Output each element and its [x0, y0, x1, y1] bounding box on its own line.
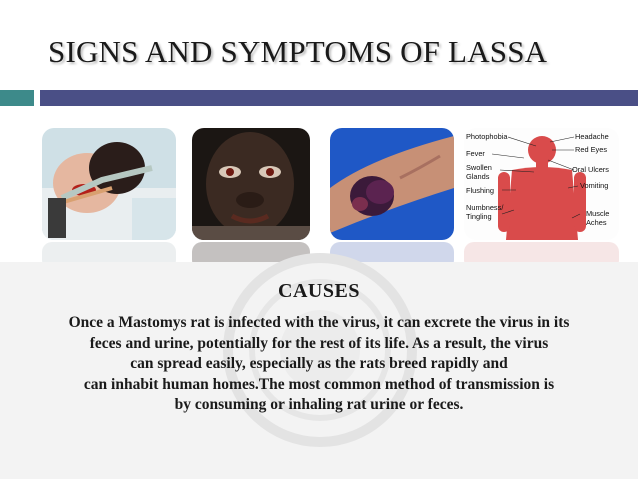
causes-body-line: can inhabit human homes.The most common method of transmission is — [83, 375, 555, 393]
patient-photo-infant — [42, 128, 176, 240]
symptom-label-glands: Glands — [466, 172, 490, 181]
symptom-label-muscle: Muscle — [586, 209, 610, 218]
accent-bar-teal — [0, 90, 34, 106]
patient-photo-face — [192, 128, 310, 240]
slide-title: SIGNS AND SYMPTOMS OF LASSA — [48, 34, 548, 69]
causes-heading: CAUSES — [278, 280, 360, 302]
symptom-label-headache: Headache — [575, 132, 609, 141]
causes-body-line: feces and urine, potentially for the rest of its life. As a result, the virus — [89, 334, 549, 352]
causes-body-line: can spread easily, especially as the rats breed rapidly and — [130, 355, 508, 372]
symptom-label-tingling: Tingling — [466, 212, 492, 221]
causes-body-line: Once a Mastomys rat is infected with the virus, it can excrete the virus in its — [68, 314, 570, 331]
symptom-label-numbness: Numbness/ — [466, 203, 504, 212]
symptom-label-fever: Fever — [466, 149, 485, 158]
symptom-label-red-eyes: Red Eyes — [575, 145, 608, 154]
patient-photo-arm-bruise — [330, 128, 454, 240]
symptom-label-vomiting: Vomiting — [580, 181, 609, 190]
causes-body — [0, 313, 638, 416]
symptom-label-swollen: Swollen — [466, 163, 492, 172]
accent-bar-navy — [40, 90, 638, 106]
symptom-label-flushing: Flushing — [466, 186, 494, 195]
symptom-label-aches: Aches — [586, 218, 607, 227]
causes-body-line: by consuming or inhaling rat urine or feces. — [174, 396, 464, 413]
symptoms-diagram — [464, 128, 619, 240]
symptom-label-oral-ulcers: Oral Ulcers — [572, 165, 609, 174]
symptom-label-photophobia: Photophobia — [466, 132, 508, 141]
